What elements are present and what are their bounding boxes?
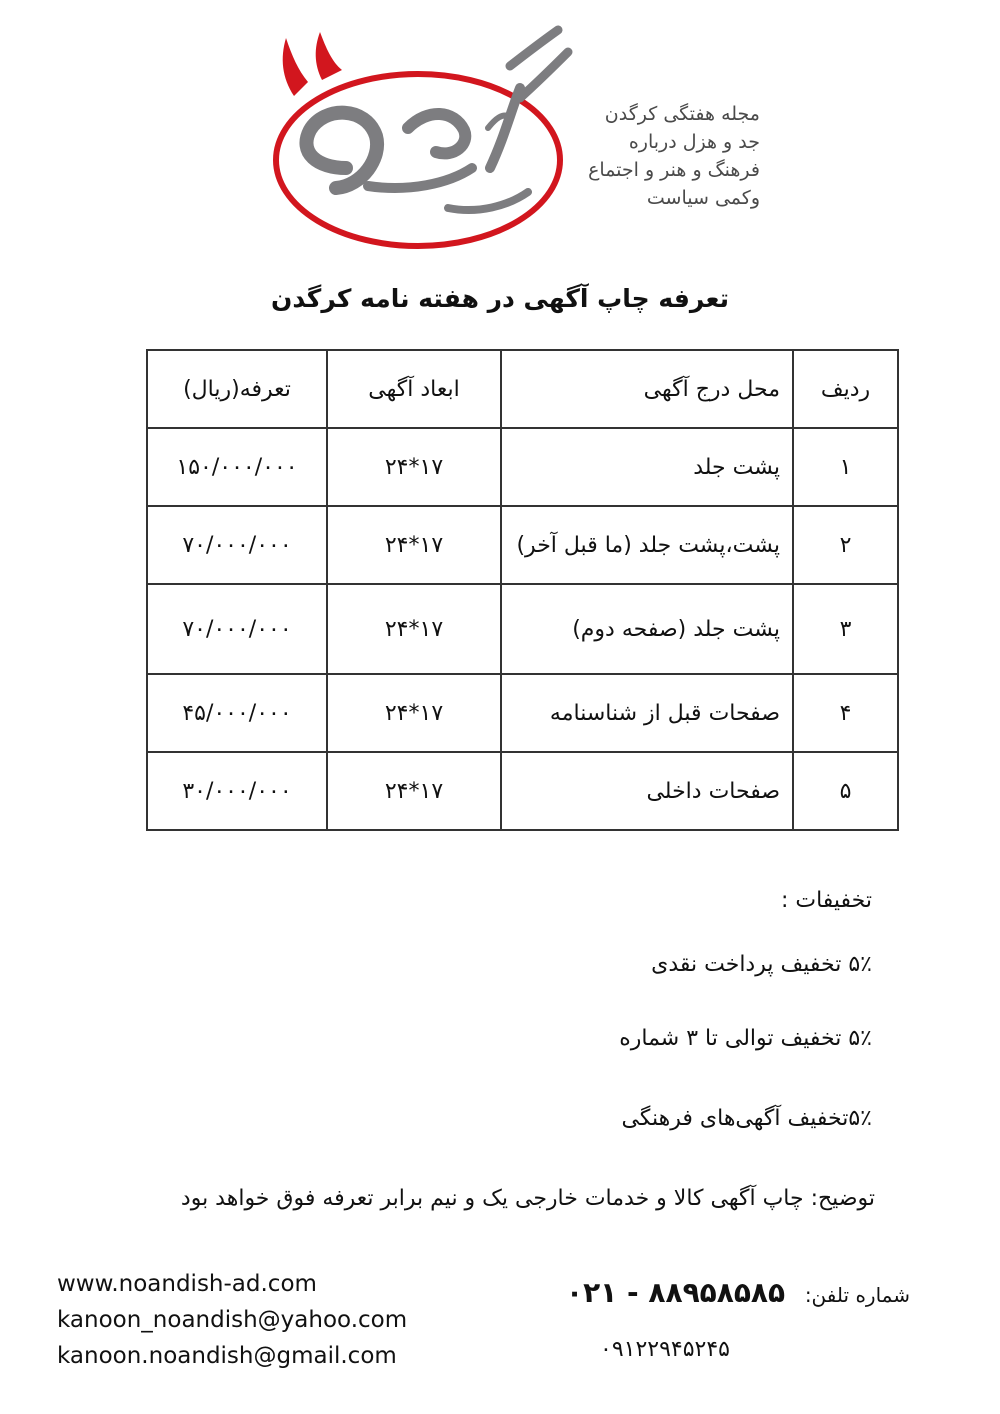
cell-row-number: ۳	[793, 584, 898, 674]
tagline-line: مجله هفتگی کرگدن	[604, 103, 760, 125]
contact-links	[57, 1266, 407, 1374]
table-row	[147, 674, 898, 752]
phone-number-landline[interactable]: ۰۲۱ - ۸۸۹۵۸۵۸۵	[566, 1276, 786, 1309]
table-row	[147, 584, 898, 674]
cell-row-number: ۴	[793, 674, 898, 752]
cell-row-number: ۵	[793, 752, 898, 830]
cell-dimensions: ۱۷*۲۴	[327, 506, 501, 584]
email-link-gmail[interactable]: kanoon.noandish@gmail.com	[57, 1343, 397, 1369]
cell-price: ۱۵۰/۰۰۰/۰۰۰	[147, 428, 327, 506]
header-placement: محل درج آگهی	[501, 350, 793, 428]
tagline-line: جد و هزل درباره	[628, 131, 760, 153]
cell-placement: پشت جلد (صفحه دوم)	[501, 584, 793, 674]
cell-price: ۳۰/۰۰۰/۰۰۰	[147, 752, 327, 830]
discount-item: ۵٪تخفیف آگهی‌های فرهنگی	[621, 1106, 872, 1131]
header-row-number: ردیف	[793, 350, 898, 428]
cell-placement: صفحات داخلی	[501, 752, 793, 830]
logo-tagline	[560, 100, 760, 212]
note-text: توضیح: چاپ آگهی کالا و خدمات خارجی یک و نیم برابر تعرفه فوق خواهد بود	[180, 1186, 875, 1211]
discount-item: ۵٪ تخفیف پرداخت نقدی	[651, 952, 872, 977]
phone-number-mobile[interactable]: ۰۹۱۲۲۹۴۵۲۴۵	[600, 1337, 730, 1362]
cell-dimensions: ۱۷*۲۴	[327, 752, 501, 830]
phone-label: شماره تلفن:	[804, 1283, 910, 1307]
logo-wordmark: کرگدن	[258, 18, 261, 19]
table-header-row	[147, 350, 898, 428]
cell-placement: صفحات قبل از شناسنامه	[501, 674, 793, 752]
tagline-line: وکمی سیاست	[646, 187, 760, 209]
email-link-yahoo[interactable]: kanoon_noandish@yahoo.com	[57, 1307, 408, 1333]
cell-placement: پشت،پشت جلد (ما قبل آخر)	[501, 506, 793, 584]
cell-dimensions: ۱۷*۲۴	[327, 584, 501, 674]
table-row	[147, 506, 898, 584]
table-row	[147, 428, 898, 506]
discount-item: ۵٪ تخفیف توالی تا ۳ شماره	[619, 1026, 872, 1051]
cell-dimensions: ۱۷*۲۴	[327, 674, 501, 752]
cell-price: ۷۰/۰۰۰/۰۰۰	[147, 584, 327, 674]
rates-table	[146, 349, 899, 831]
discounts-heading: تخفیفات :	[780, 888, 872, 913]
logo-horn-right	[316, 32, 342, 80]
header-dimensions: ابعاد آگهی	[327, 350, 501, 428]
logo-horn-left	[283, 38, 308, 96]
tagline-line: فرهنگ و هنر و اجتماع	[588, 159, 760, 181]
website-link[interactable]: www.noandish-ad.com	[57, 1271, 317, 1297]
header-price: تعرفه(ریال)	[147, 350, 327, 428]
logo-calligraphy	[306, 30, 568, 210]
page-title: تعرفه چاپ آگهی در هفته نامه کرگدن	[271, 284, 729, 313]
cell-row-number: ۲	[793, 506, 898, 584]
cell-dimensions: ۱۷*۲۴	[327, 428, 501, 506]
cell-price: ۴۵/۰۰۰/۰۰۰	[147, 674, 327, 752]
table-row	[147, 752, 898, 830]
cell-placement: پشت جلد	[501, 428, 793, 506]
cell-price: ۷۰/۰۰۰/۰۰۰	[147, 506, 327, 584]
cell-row-number: ۱	[793, 428, 898, 506]
